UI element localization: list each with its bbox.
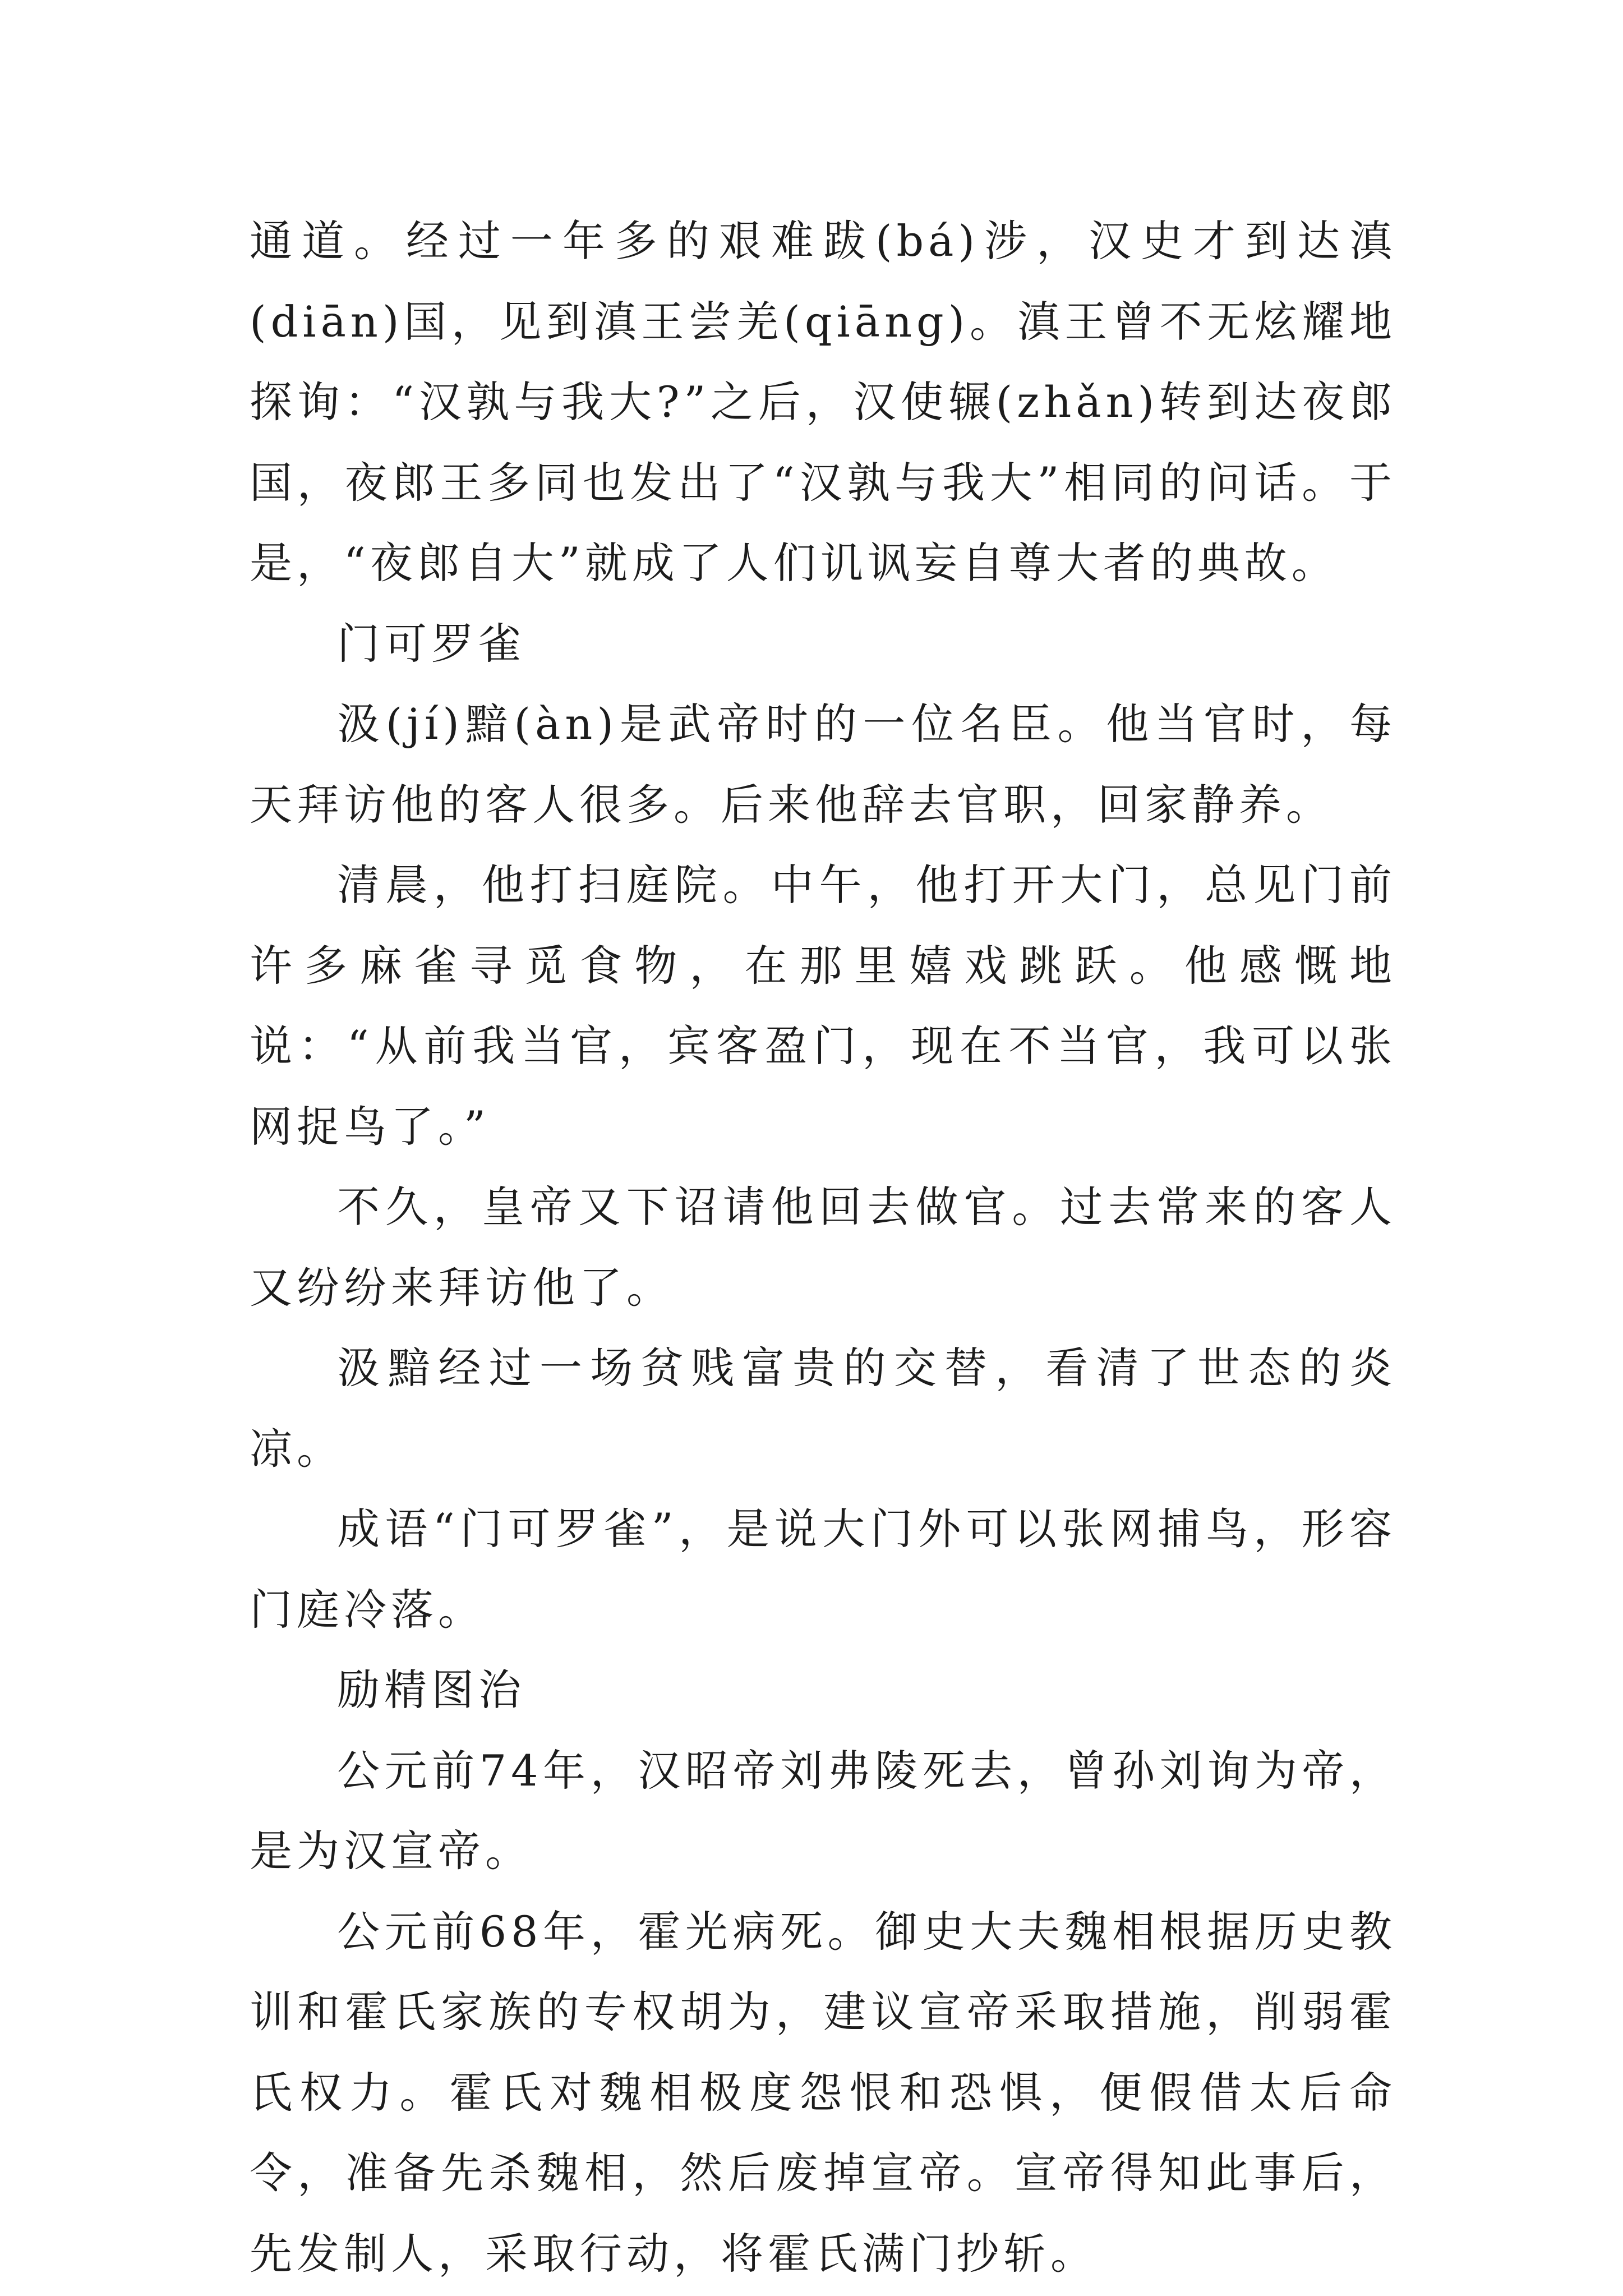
section-heading-lijingtuzhi: 励精图治 <box>337 1665 525 1715</box>
paragraph-yelang-ending: 通道。经过一年多的艰难跋(bá)涉，汉史才到达滇(diān)国，见到滇王尝羌(qiāng)。滇王曾不无炫耀地探询：“汉孰与我大?”之后，汉使辗(zhǎn)转到达夜郎国，夜郎王多同也发出了“汉孰与我大”相同的问话。于是，“夜郎自大”就成了人们讥讽妄自尊大者的典故。 <box>250 216 1396 588</box>
paragraph-jian-sparrows: 清晨，他打扫庭院。中午，他打开大门，总见门前许多麻雀寻觅食物，在那里嬉戏跳跃。他感慨地说：“从前我当官，宾客盈门，现在不当官，我可以张网捉鸟了。” <box>250 860 1396 1152</box>
paragraph-jian-intro: 汲(jí)黯(àn)是武帝时的一位名臣。他当官时，每天拜访他的客人很多。后来他辞去官职，回家静养。 <box>250 699 1396 830</box>
paragraph-idiom-meaning: 成语“门可罗雀”，是说大门外可以张网捕鸟，形容门庭冷落。 <box>250 1504 1396 1635</box>
section-heading-menkeluoque: 门可罗雀 <box>337 618 525 669</box>
paragraph-jian-return: 不久，皇帝又下诏请他回去做官。过去常来的客人又纷纷来拜访他了。 <box>250 1182 1396 1313</box>
paragraph-huo-clan: 公元前68年，霍光病死。御史大夫魏相根据历史教训和霍氏家族的专权胡为，建议宣帝采取措施，削弱霍氏权力。霍氏对魏相极度怨恨和恐惧，便假借太后命令，准备先杀魏相，然后废掉宣帝。宣帝得知此事后，先发制人，采取行动，将霍氏满门抄斩。 <box>250 1906 1396 2279</box>
paragraph-jian-reflection: 汲黯经过一场贫贱富贵的交替，看清了世态的炎凉。 <box>250 1343 1396 1474</box>
document-body <box>250 201 1396 2294</box>
paragraph-xuandi-accession: 公元前74年，汉昭帝刘弗陵死去，曾孙刘询为帝，是为汉宣帝。 <box>250 1745 1396 1876</box>
